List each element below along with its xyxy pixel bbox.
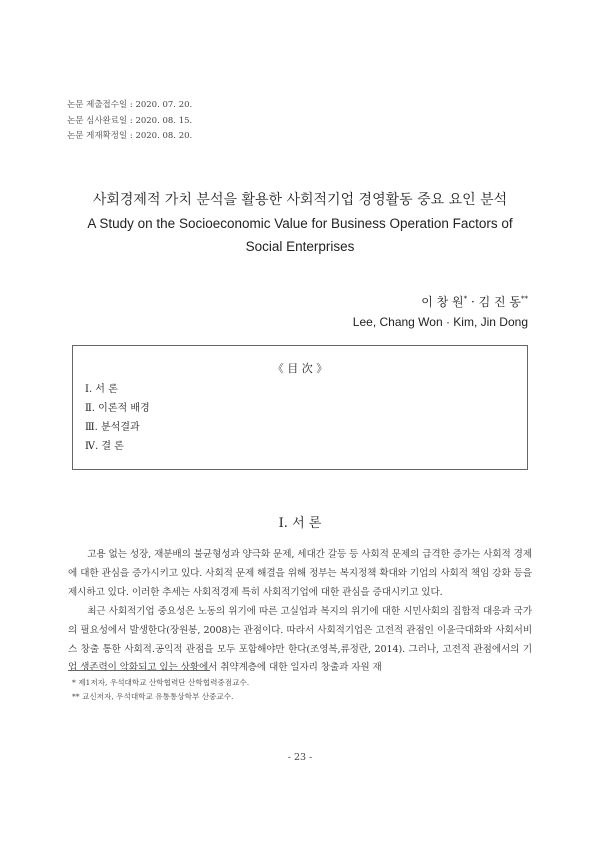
date-reviewed: 논문 심사완료일 : 2020. 08. 15. [67, 115, 193, 126]
submission-dates [67, 98, 192, 145]
toc-item-results: Ⅲ. 분석결과 [85, 422, 140, 433]
authors-english: Lee, Chang Won · Kim, Jin Dong [352, 315, 528, 329]
paragraph: 최근 사회적기업 중요성은 노동의 위기에 따른 고실업과 복지의 위기에 대한 시민사회의 집합적 대응과 국가의 필요성에서 발생한다(장원봉, 2008)는 관점이다. 따라서 사회적기업은 고전적 관점인 이윤극대화와 사회서비스 창출 통한 사회적․공익적 관점을 모두 포함해야만 한다(조영복,류정란, 2014). 그러나, 고전적 관점에서의 기업 생존력이 악화되고 있는 상황에서 취약계층에 대한 일자리 창출과 자원 재 [68, 605, 532, 674]
date-accepted: 논문 게재확정일 : 2020. 08. 20. [67, 131, 193, 141]
footnote-corresponding-author: ** 교신저자, 우석대학교 유통통상학부 산중교수. [72, 692, 234, 701]
toc-heading: 《 目 次 》 [272, 362, 328, 375]
footnotes [72, 676, 249, 704]
footnote-divider [68, 670, 210, 671]
paragraph: 고용 없는 성장, 재분배의 불균형성과 양극화 문제, 세대간 갈등 등 사회적 문제의 급격한 증가는 사회적 경제에 대한 관심을 증가시키고 있다. 사회적 문제 해결을 위해 정부는 복지정책 확대와 기업의 사회적 책임 강화 등을 제시하고 있다. 이러한 추세는 사회적경제 특히 사회적기업에 대한 관심을 증대시키고 있다. [68, 549, 532, 598]
footnote-first-author: * 제1저자, 우석대학교 산학협력단 산학협력중점교수. [72, 678, 250, 687]
title-en-line1: A Study on the Socioeconomic Value for Business Operation Factors of [87, 216, 513, 231]
toc-item-background: Ⅱ. 이론적 배경 [85, 403, 150, 414]
page-number: - 23 - [287, 752, 313, 763]
toc-list [85, 380, 150, 456]
authors-korean [421, 293, 528, 310]
section-heading: Ⅰ. 서 론 [278, 516, 322, 531]
author-separator: · [467, 295, 479, 309]
date-submitted: 논문 제출접수일 : 2020. 07. 20. [67, 100, 193, 110]
paper-title-english [60, 212, 540, 258]
paper-title-korean: 사회경제적 가치 분석을 활용한 사회적기업 경영활동 중요 요인 분석 [92, 192, 508, 208]
author1-name: 이 창 원 [421, 295, 464, 309]
table-of-contents [72, 345, 528, 470]
toc-item-introduction: Ⅰ. 서 론 [85, 384, 118, 395]
author2-name: 김 진 동 [478, 295, 521, 309]
body-text [68, 546, 532, 678]
author2-mark: ** [521, 295, 528, 303]
title-en-line2: Social Enterprises [245, 239, 355, 254]
toc-item-conclusion: Ⅳ. 결 론 [85, 441, 124, 452]
author1-mark: * [463, 295, 468, 303]
